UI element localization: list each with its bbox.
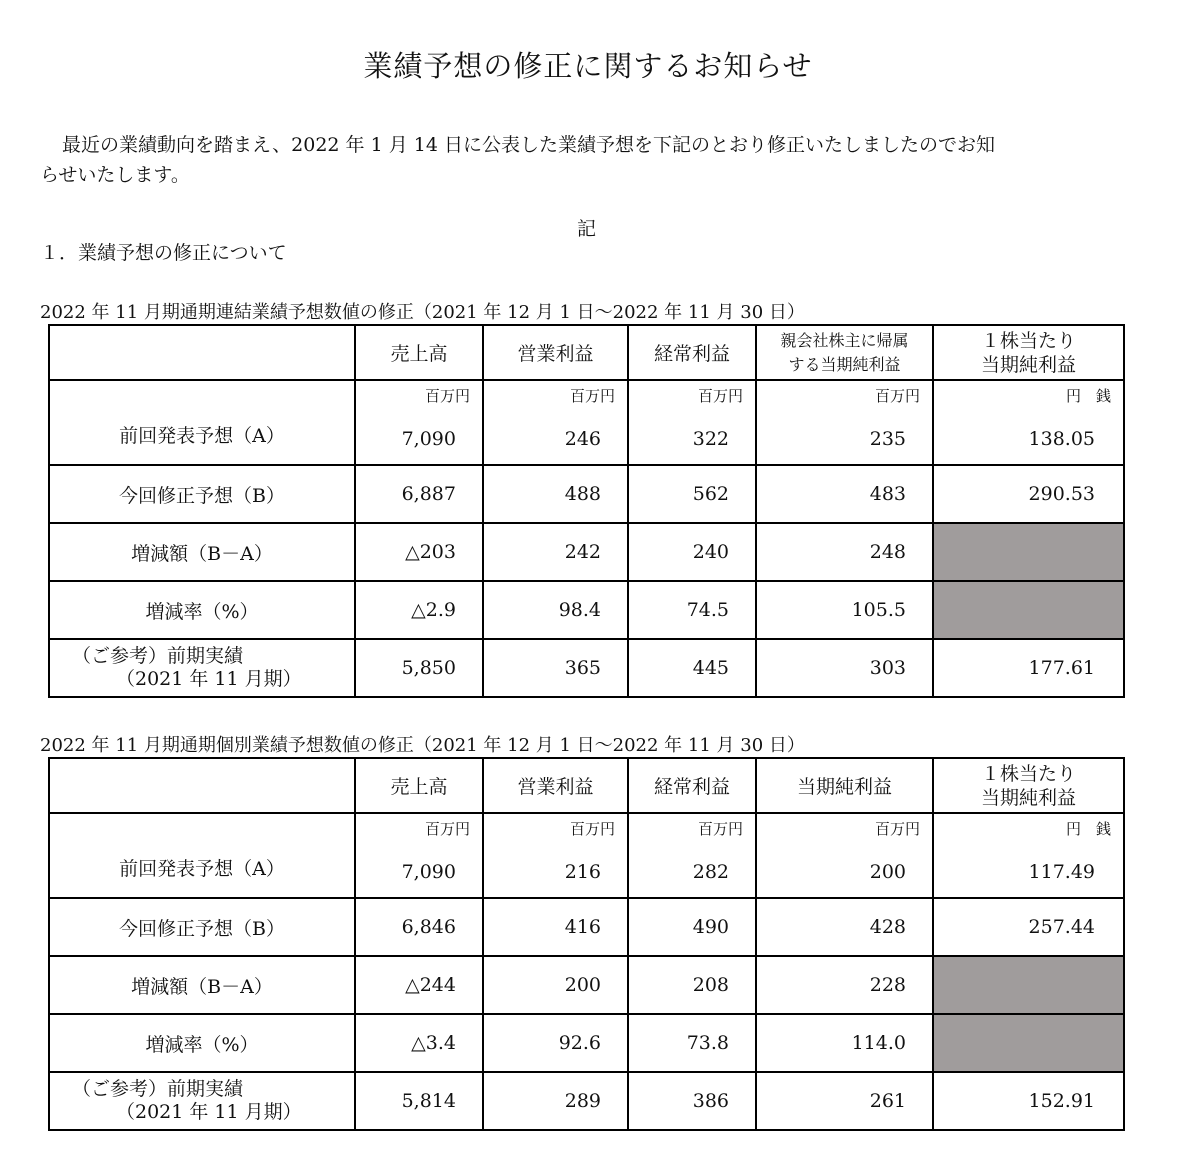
unit-label: 百万円 [424,387,470,405]
cell-value: 322 [692,428,729,450]
page-title: 業績予想の修正に関するお知らせ [363,49,813,83]
cell-value: 138.05 [1028,428,1095,450]
cell-eps-shaded [933,1014,1124,1072]
cell-eps: 290.53 [933,465,1124,523]
cell-sales: 5,814 [355,1072,483,1130]
row-label [49,813,355,898]
header-net-profit: 当期純利益 [756,758,933,813]
row-label: 今回修正予想（B） [49,898,355,956]
row-label: 今回修正予想（B） [49,465,355,523]
header-eps-line2: 当期純利益 [980,353,1076,376]
row-label-text: 前回発表予想（A） [119,425,285,447]
cell-eps: 177.61 [933,639,1124,697]
cell-ordinary [628,813,756,898]
intro-line-2: らせいたします。 [40,164,190,186]
cell-ordinary: 490 [628,898,756,956]
row-label-line1: （ご参考）前期実績 [72,645,244,667]
header-sales: 売上高 [355,325,483,380]
cell-eps [933,380,1124,465]
cell-sales [355,813,483,898]
header-operating-profit: 営業利益 [483,758,628,813]
cell-ordinary [628,380,756,465]
cell-ordinary: 562 [628,465,756,523]
cell-operating: 200 [483,956,628,1014]
header-ordinary-profit: 経常利益 [628,325,756,380]
header-net-profit [756,325,933,380]
table-row [49,1014,1124,1072]
cell-value: 117.49 [1028,861,1095,883]
cell-sales: △2.9 [355,581,483,639]
header-ordinary-profit: 経常利益 [628,758,756,813]
unit-label: 円 銭 [1065,820,1111,838]
row-label: 増減率（%） [49,1014,355,1072]
cell-net: 428 [756,898,933,956]
cell-value: 246 [564,428,601,450]
table-header-row [49,325,1124,380]
row-label-text: 前回発表予想（A） [119,858,285,880]
header-label-corner [49,758,355,813]
cell-sales [355,380,483,465]
cell-sales: △244 [355,956,483,1014]
row-label [49,380,355,465]
cell-net [756,380,933,465]
table-row [49,813,1124,898]
intro-line-1: 最近の業績動向を踏まえ、2022 年 1 月 14 日に公表した業績予想を下記のとおり修正いたしましたのでお知 [62,134,995,156]
cell-eps-shaded [933,956,1124,1014]
unit-label: 百万円 [697,820,743,838]
intro-paragraph [40,130,1150,190]
table-row [49,380,1124,465]
cell-eps: 257.44 [933,898,1124,956]
nonconsolidated-table-caption: 2022 年 11 月期通期個別業績予想数値の修正（2021 年 12 月 1 日～2022 年 11 月 30 日） [40,735,805,756]
consolidated-forecast-table [48,324,1125,698]
header-eps [933,758,1124,813]
cell-operating: 416 [483,898,628,956]
cell-ordinary: 73.8 [628,1014,756,1072]
header-net-line2: する当期純利益 [788,354,901,374]
cell-operating: 92.6 [483,1014,628,1072]
cell-value: 282 [692,861,729,883]
cell-sales: 6,887 [355,465,483,523]
table-row [49,465,1124,523]
table-row [49,581,1124,639]
cell-value: 7,090 [401,861,456,883]
cell-sales: 6,846 [355,898,483,956]
cell-sales: 5,850 [355,639,483,697]
cell-operating [483,813,628,898]
cell-value: 216 [564,861,601,883]
cell-net: 248 [756,523,933,581]
unit-label: 百万円 [569,820,615,838]
cell-operating: 365 [483,639,628,697]
cell-sales: △203 [355,523,483,581]
header-label-corner [49,325,355,380]
row-label: 増減額（B－A） [49,956,355,1014]
header-net-line1: 親会社株主に帰属 [780,330,909,350]
row-label: 増減率（%） [49,581,355,639]
consolidated-table-caption: 2022 年 11 月期通期連結業績予想数値の修正（2021 年 12 月 1 日～2022 年 11 月 30 日） [40,302,805,323]
cell-operating: 488 [483,465,628,523]
cell-net: 303 [756,639,933,697]
unit-label: 百万円 [874,387,920,405]
cell-ordinary: 208 [628,956,756,1014]
table-row [49,639,1124,697]
unit-label: 円 銭 [1065,387,1111,405]
cell-eps-shaded [933,523,1124,581]
cell-eps [933,813,1124,898]
cell-ordinary: 240 [628,523,756,581]
table-row [49,898,1124,956]
cell-ordinary: 74.5 [628,581,756,639]
unit-label: 百万円 [424,820,470,838]
cell-eps-shaded [933,581,1124,639]
cell-value: 7,090 [401,428,456,450]
cell-operating [483,380,628,465]
row-label [49,1072,355,1130]
row-label [49,639,355,697]
row-label-line1: （ご参考）前期実績 [72,1078,244,1100]
header-sales: 売上高 [355,758,483,813]
header-eps-line1: １株当たり [980,762,1076,785]
cell-net: 114.0 [756,1014,933,1072]
section-heading: １．業績予想の修正について [40,242,287,264]
cell-net [756,813,933,898]
cell-operating: 242 [483,523,628,581]
cell-operating: 98.4 [483,581,628,639]
header-eps-line1: １株当たり [980,329,1076,352]
cell-operating: 289 [483,1072,628,1130]
unit-label: 百万円 [697,387,743,405]
header-operating-profit: 営業利益 [483,325,628,380]
cell-ordinary: 386 [628,1072,756,1130]
cell-ordinary: 445 [628,639,756,697]
cell-net: 105.5 [756,581,933,639]
cell-value: 200 [869,861,906,883]
cell-net: 261 [756,1072,933,1130]
unit-label: 百万円 [874,820,920,838]
cell-value: 235 [869,428,906,450]
table-row [49,523,1124,581]
cell-eps: 152.91 [933,1072,1124,1130]
cell-sales: △3.4 [355,1014,483,1072]
unit-label: 百万円 [569,387,615,405]
header-eps [933,325,1124,380]
row-label-line2: （2021 年 11 月期） [116,668,302,690]
ki-heading: 記 [577,218,597,240]
cell-net: 483 [756,465,933,523]
table-row [49,956,1124,1014]
table-row [49,1072,1124,1130]
row-label: 増減額（B－A） [49,523,355,581]
nonconsolidated-forecast-table [48,757,1125,1131]
cell-net: 228 [756,956,933,1014]
header-eps-line2: 当期純利益 [980,786,1076,809]
row-label-line2: （2021 年 11 月期） [116,1101,302,1123]
table-header-row [49,758,1124,813]
